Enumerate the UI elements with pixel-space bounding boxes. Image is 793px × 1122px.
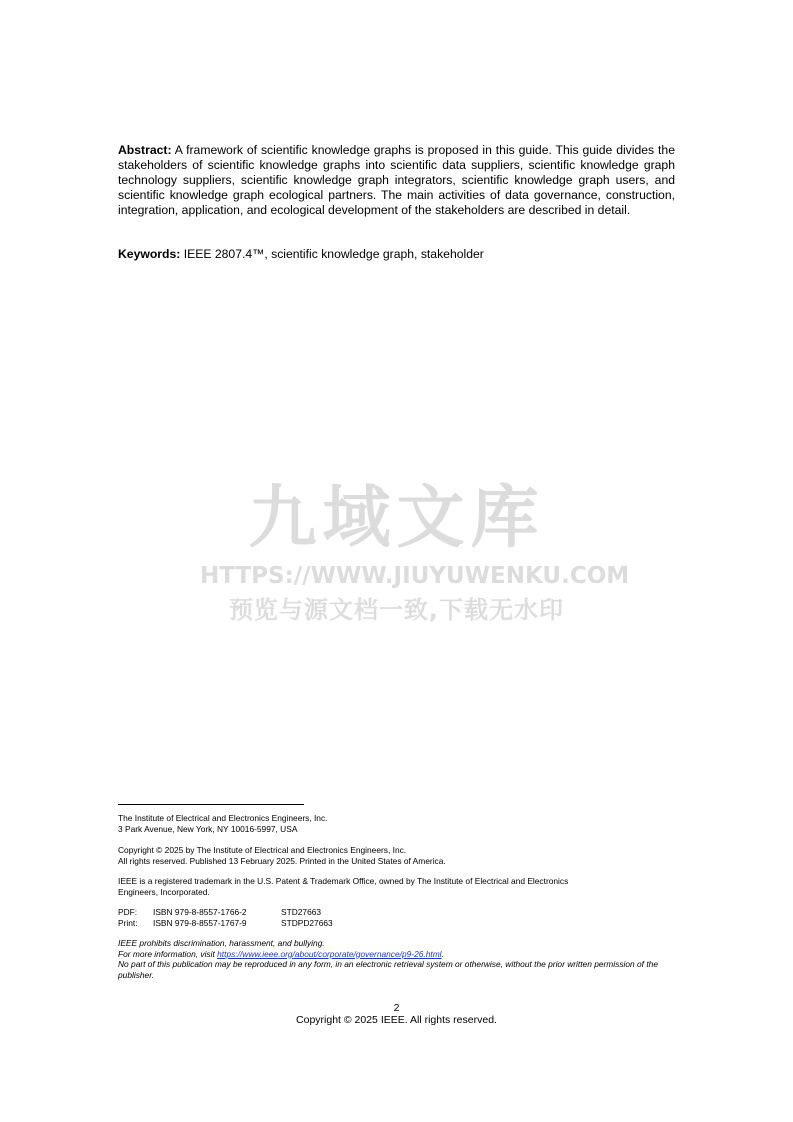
isbn-number: ISBN 979-8-8557-1767-9	[153, 917, 247, 928]
isbn-code: STDPD27663	[281, 917, 333, 928]
isbn-block	[118, 907, 684, 928]
trademark-notice: IEEE is a registered trademark in the U.S. Patent & Trademark Office, owned by The Institute of Electrical and Electronics Engineers, Incorporated.	[118, 876, 569, 897]
policy-prefix: For more information, visit	[118, 948, 218, 959]
abstract-paragraph	[118, 143, 675, 218]
footnote-divider	[118, 804, 304, 805]
keywords-paragraph	[118, 247, 675, 262]
copyright-block	[118, 845, 684, 866]
abstract-text: A framework of scientific knowledge graphs is proposed in this guide. This guide divides the stakeholders of scientific knowledge graphs into scientific data suppliers, scientific knowledge graph technology suppliers, scientific knowledge graph integrators, scientific knowledge graph users, and scientific knowledge graph ecological partners. The main activities of data governance, construction, integration, application, and ecological development of the stakeholders are described in detail.	[118, 143, 675, 217]
isbn-format-label: PDF:	[118, 907, 138, 917]
publisher-address: 3 Park Avenue, New York, NY 10016-5997, USA	[118, 823, 298, 834]
publisher-block	[118, 813, 684, 834]
page-copyright: Copyright © 2025 IEEE. All rights reserved.	[296, 1014, 497, 1026]
reproduction-notice: No part of this publication may be reproduced in any form, in an electronic retrieval system or otherwise, without the prior written permission of the publisher.	[118, 959, 658, 980]
isbn-code: STD27663	[281, 907, 322, 917]
copyright-line: Copyright © 2025 by The Institute of Electrical and Electronics Engineers, Inc.	[118, 845, 407, 855]
policy-link[interactable]: https://www.ieee.org/about/corporate/governance/p9-26.html	[217, 948, 442, 959]
publisher-name: The Institute of Electrical and Electronics Engineers, Inc.	[118, 813, 328, 823]
isbn-number: ISBN 979-8-8557-1766-2	[153, 907, 247, 917]
watermark-url: HTTPS://WWW.JIUYUWENKU.COM	[200, 563, 630, 589]
keywords-label: Keywords:	[118, 247, 181, 261]
isbn-row-pdf	[118, 907, 684, 918]
publication-line: All rights reserved. Published 13 February 2025. Printed in the United States of America.	[118, 855, 446, 866]
isbn-row-print	[118, 918, 684, 929]
watermark	[200, 478, 630, 628]
policy-info-line	[118, 949, 678, 960]
policy-suffix: .	[441, 948, 444, 959]
page-number: 2	[393, 1002, 400, 1014]
watermark-title: 九域文库	[248, 479, 545, 558]
policy-block	[118, 938, 678, 980]
isbn-format-label: Print:	[118, 917, 138, 928]
abstract-label: Abstract:	[118, 143, 172, 157]
keywords-text: IEEE 2807.4™, scientific knowledge graph, stakeholder	[183, 247, 484, 261]
policy-statement: IEEE prohibits discrimination, harassment, and bullying.	[118, 938, 325, 948]
watermark-subtitle: 预览与源文档一致,下载无水印	[228, 596, 565, 624]
